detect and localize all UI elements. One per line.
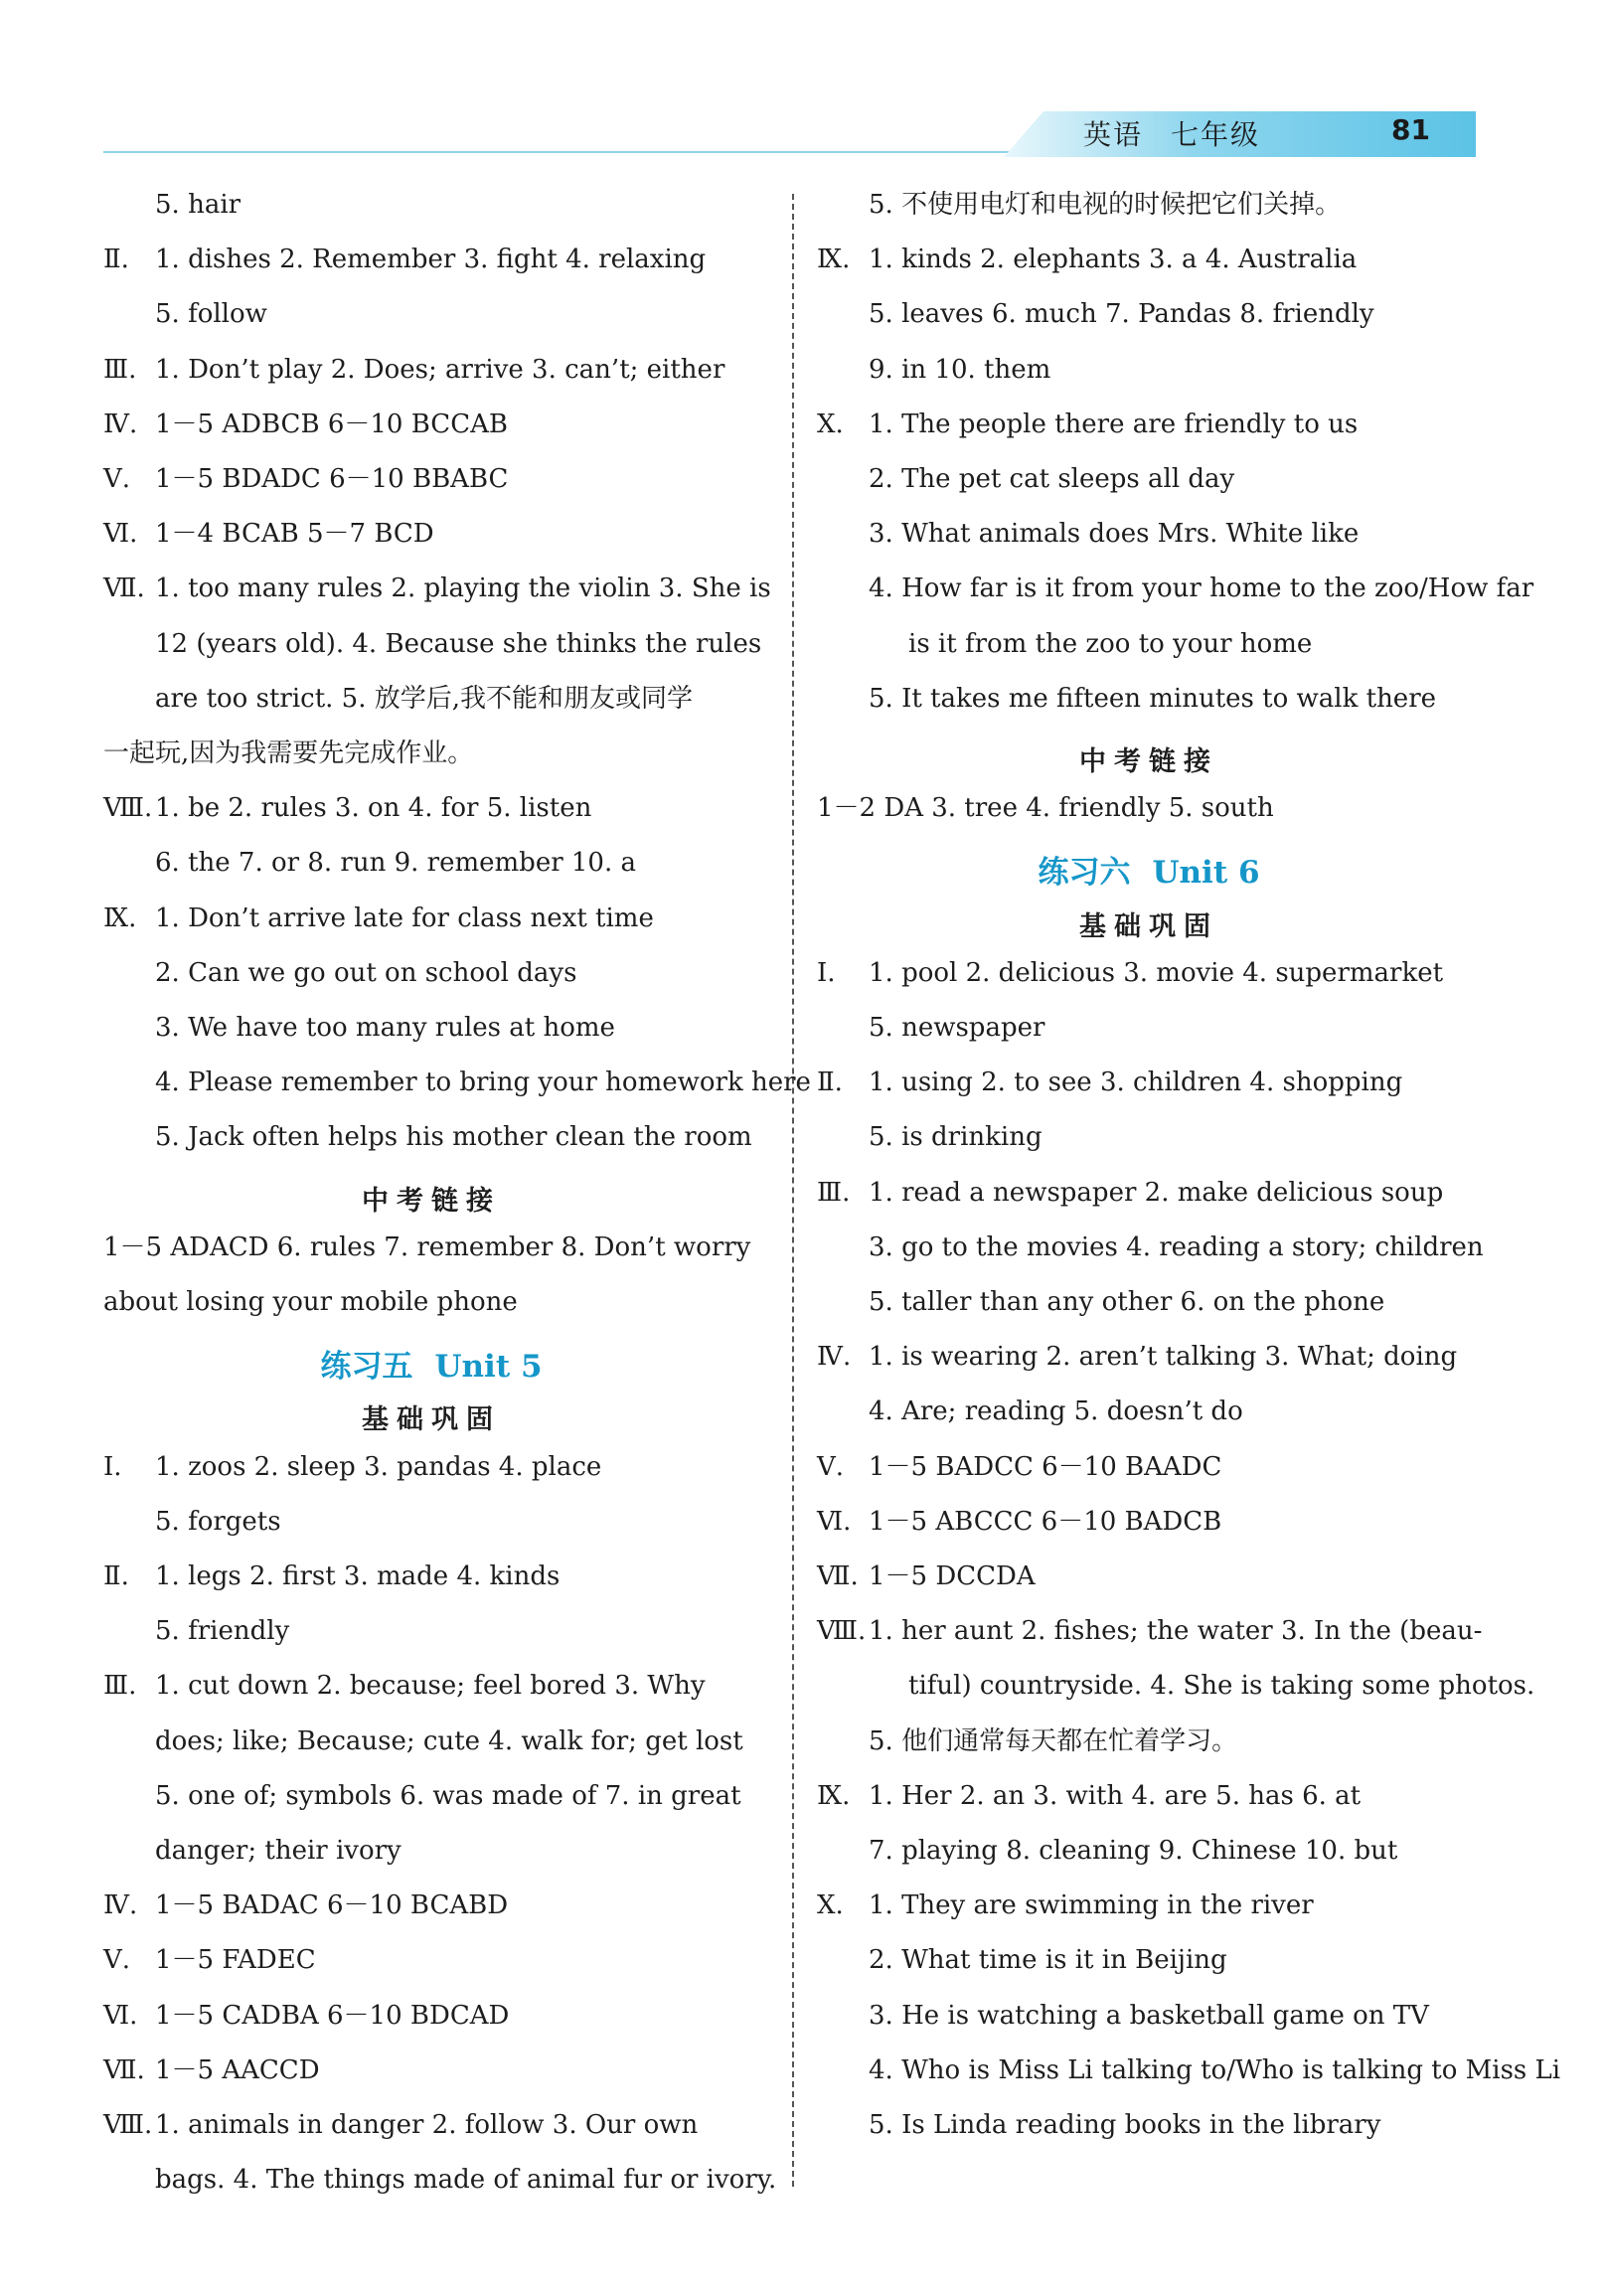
exercise-unit: Unit 6 (1152, 855, 1260, 892)
question-number: Ⅷ. (103, 2110, 153, 2140)
answer-line: 1. is wearing 2. aren’t talking 3. What; doing (869, 1342, 1458, 1373)
question-number: Ⅸ. (817, 1780, 851, 1811)
answer-line: 2. The pet cat sleeps all day (869, 464, 1235, 494)
question-number: Ⅳ. (103, 1890, 138, 1921)
question-number: Ⅶ. (817, 1561, 859, 1591)
answer-line: 1－2 DA 3. tree 4. friendly 5. south (817, 793, 1274, 824)
answer-line: 1－5 DCCDA (869, 1561, 1036, 1591)
answer-line: 5. hair (155, 190, 241, 220)
answer-line: tiful) countryside. 4. She is taking some photos. (908, 1671, 1535, 1702)
answer-line: 1. be 2. rules 3. on 4. for 5. listen (155, 793, 592, 824)
answer-line: 5. Jack often helps his mother clean the room (155, 1122, 752, 1153)
answer-line: 6. the 7. or 8. run 9. remember 10. a (155, 848, 637, 879)
answer-line: 1. too many rules 2. playing the violin 3. She is (155, 574, 771, 604)
question-number: Ⅹ. (817, 409, 844, 439)
section-heading: 基础巩固 (362, 1404, 501, 1436)
answer-line: 1. Don’t play 2. Does; arrive 3. can’t; either (155, 354, 725, 385)
question-number: Ⅵ. (103, 2000, 138, 2031)
answer-line: 1－5 AACCD (155, 2054, 320, 2085)
exercise-title (817, 847, 1481, 892)
exercise-title (103, 1341, 759, 1386)
answer-line: 5. is drinking (869, 1122, 1043, 1153)
answer-line: 5. forgets (155, 1506, 281, 1537)
answer-line: 1. dishes 2. Remember 3. fight 4. relaxing (155, 245, 707, 275)
question-number: Ⅴ. (817, 1451, 845, 1482)
answer-line: 1. using 2. to see 3. children 4. shopping (869, 1067, 1403, 1098)
answer-line: 1－5 BDADC 6－10 BBABC (155, 464, 509, 494)
answer-line: 1－5 CADBA 6－10 BDCAD (155, 2000, 510, 2031)
section-heading: 基础巩固 (1079, 910, 1218, 942)
answer-line: 1. zoos 2. sleep 3. pandas 4. place (155, 1451, 602, 1482)
answer-line: 5. one of; symbols 6. was made of 7. in great (155, 1780, 741, 1811)
question-number: Ⅵ. (103, 519, 138, 550)
question-number: Ⅱ. (817, 1067, 843, 1098)
answer-line: 1. read a newspaper 2. make delicious soup (869, 1177, 1444, 1208)
answer-line: 5. 他们通常每天都在忙着学习。 (869, 1725, 1238, 1756)
question-number: Ⅵ. (817, 1506, 852, 1537)
question-number: Ⅴ. (103, 1945, 131, 1976)
answer-line: 1－5 ADBCB 6－10 BCCAB (155, 409, 508, 439)
page-number: 81 (1391, 113, 1430, 146)
exercise-title-cn: 练习五 (320, 1349, 413, 1386)
question-number: Ⅷ. (817, 1616, 867, 1647)
answer-line: danger; their ivory (155, 1836, 401, 1866)
answer-line: 1. kinds 2. elephants 3. a 4. Australia (869, 245, 1358, 275)
answer-line: 1－5 ABCCC 6－10 BADCB (869, 1506, 1222, 1537)
answer-line: 4. How far is it from your home to the zoo/How far (869, 574, 1534, 604)
question-number: Ⅲ. (103, 1671, 137, 1702)
question-number: Ⅴ. (103, 464, 131, 494)
answer-line: 5. follow (155, 299, 267, 330)
answer-line: 5. It takes me fifteen minutes to walk there (869, 683, 1437, 714)
answer-line: is it from the zoo to your home (908, 628, 1313, 659)
answer-line: 1－5 ADACD 6. rules 7. remember 8. Don’t worry (103, 1231, 751, 1262)
answer-line: 1－4 BCAB 5－7 BCD (155, 519, 434, 550)
question-number: Ⅸ. (103, 902, 137, 933)
question-number: Ⅲ. (817, 1177, 851, 1208)
question-number: Ⅷ. (103, 793, 153, 824)
answer-line: 1. animals in danger 2. follow 3. Our own (155, 2110, 699, 2140)
answer-line: 7. playing 8. cleaning 9. Chinese 10. but (869, 1836, 1398, 1866)
answer-line: 5. Is Linda reading books in the library (869, 2110, 1381, 2140)
answer-line: 1. Don’t arrive late for class next time (155, 902, 654, 933)
answer-line: 5. leaves 6. much 7. Pandas 8. friendly (869, 299, 1374, 330)
answer-line: 1. her aunt 2. fishes; the water 3. In the (beau- (869, 1616, 1483, 1647)
answer-line: 3. What animals does Mrs. White like (869, 519, 1360, 550)
answer-line: 1. legs 2. first 3. made 4. kinds (155, 1561, 561, 1591)
answer-line: 1. cut down 2. because; feel bored 3. Why (155, 1671, 706, 1702)
answer-line: 1－5 FADEC (155, 1945, 316, 1976)
section-heading: 中考链接 (1079, 746, 1218, 777)
answer-line: 一起玩,因为我需要先完成作业。 (103, 738, 474, 768)
answer-line: 3. He is watching a basketball game on TV (869, 2000, 1429, 2031)
answer-line: 1－5 BADAC 6－10 BCABD (155, 1890, 509, 1921)
answer-line: are too strict. 5. 放学后,我不能和朋友或同学 (155, 683, 694, 714)
answer-line: 2. What time is it in Beijing (869, 1945, 1227, 1976)
exercise-title-cn: 练习六 (1038, 855, 1131, 892)
question-number: Ⅸ. (817, 245, 851, 275)
exercise-unit: Unit 5 (434, 1349, 543, 1386)
answer-line: 5. 不使用电灯和电视的时候把它们关掉。 (869, 190, 1342, 220)
answer-line: 1－5 BADCC 6－10 BAADC (869, 1451, 1222, 1482)
answer-line: 1. The people there are friendly to us (869, 409, 1359, 439)
question-number: Ⅳ. (817, 1342, 852, 1373)
answer-line: 5. friendly (155, 1616, 290, 1647)
question-number: Ⅶ. (103, 2054, 145, 2085)
question-number: Ⅲ. (103, 354, 137, 385)
answer-line: 4. Who is Miss Li talking to/Who is talking to Miss Li (869, 2054, 1561, 2085)
header-subject: 英语 (1083, 118, 1144, 151)
question-number: Ⅱ. (103, 245, 129, 275)
question-number: Ⅰ. (103, 1451, 122, 1482)
answer-line: does; like; Because; cute 4. walk for; get lost (155, 1725, 743, 1756)
question-number: Ⅹ. (817, 1890, 844, 1921)
answer-line: 5. newspaper (869, 1013, 1045, 1043)
answer-line: 9. in 10. them (869, 354, 1051, 385)
answer-line: about losing your mobile phone (103, 1287, 518, 1317)
answer-line: 12 (years old). 4. Because she thinks the rules (155, 628, 762, 659)
question-number: Ⅶ. (103, 574, 145, 604)
header-grade: 七年级 (1171, 118, 1261, 151)
answer-line: 3. go to the movies 4. reading a story; children (869, 1231, 1484, 1262)
answer-line: 3. We have too many rules at home (155, 1013, 615, 1043)
answer-line: 4. Are; reading 5. doesn’t do (869, 1396, 1243, 1427)
answer-line: 1. pool 2. delicious 3. movie 4. supermarket (869, 957, 1444, 988)
column-divider (792, 194, 794, 2187)
question-number: Ⅳ. (103, 409, 138, 439)
answer-line: bags. 4. The things made of animal fur or ivory. (155, 2165, 777, 2196)
answer-line: 5. taller than any other 6. on the phone (869, 1287, 1385, 1317)
answer-line: 2. Can we go out on school days (155, 957, 577, 988)
answer-line: 4. Please remember to bring your homework here (155, 1067, 811, 1098)
question-number: Ⅰ. (817, 957, 836, 988)
question-number: Ⅱ. (103, 1561, 129, 1591)
header-title (1083, 113, 1288, 153)
section-heading: 中考链接 (362, 1185, 501, 1217)
answer-line: 1. Her 2. an 3. with 4. are 5. has 6. at (869, 1780, 1362, 1811)
answer-line: 1. They are swimming in the river (869, 1890, 1314, 1921)
